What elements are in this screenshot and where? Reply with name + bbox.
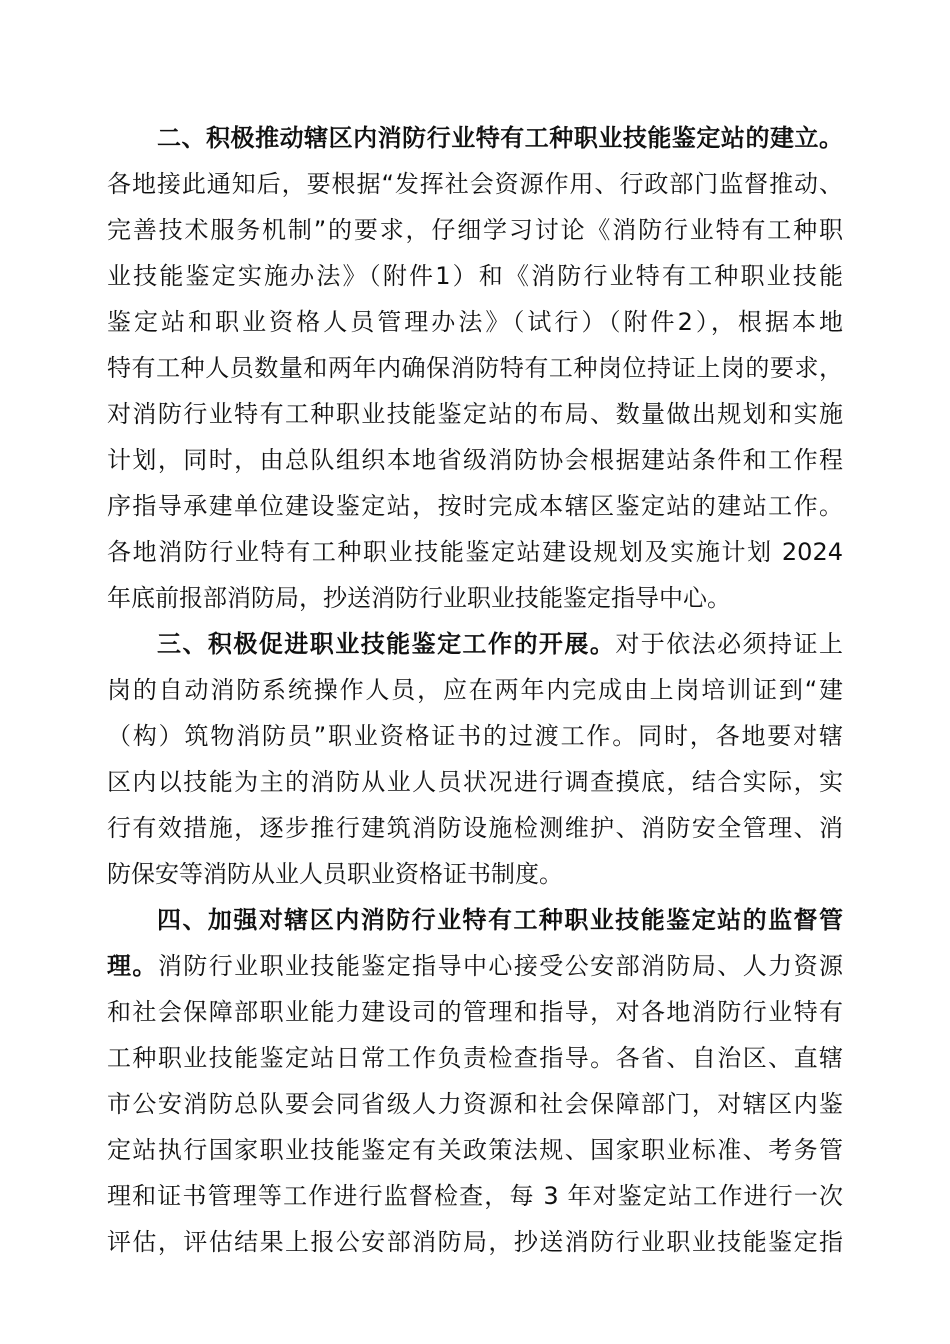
body-line: 各地消防行业特有工种职业技能鉴定站建设规划及实施计划 2024	[107, 538, 843, 566]
section-4-heading-tail: 理。	[107, 952, 158, 980]
body-line: 和社会保障部职业能力建设司的管理和指导，对各地消防行业特有	[107, 998, 843, 1026]
body-line: 业技能鉴定实施办法》（附件1）和《消防行业特有工种职业技能	[107, 262, 843, 290]
body-line: 年底前报部消防局，抄送消防行业职业技能鉴定指导中心。	[107, 584, 731, 612]
body-line: 岗的自动消防系统操作人员，应在两年内完成由上岗培训证到“建	[107, 676, 843, 704]
body-line: 评估，评估结果上报公安部消防局，抄送消防行业职业技能鉴定指	[107, 1228, 843, 1256]
body-line: 理和证书管理等工作进行监督检查，每 3 年对鉴定站工作进行一次	[107, 1182, 843, 1210]
body-line: 市公安消防总队要会同省级人力资源和社会保障部门，对辖区内鉴	[107, 1090, 843, 1118]
section-4-second-rest: 消防行业职业技能鉴定指导中心接受公安部消防局、人力资源	[157, 952, 844, 980]
body-line: 工种职业技能鉴定站日常工作负责检查指导。各省、自治区、直辖	[107, 1044, 843, 1072]
body-line: 防保安等消防从业人员职业资格证书制度。	[107, 860, 563, 888]
section-3-first-line	[157, 622, 843, 666]
body-line: 对消防行业特有工种职业技能鉴定站的布局、数量做出规划和实施	[107, 400, 843, 428]
section-4-second-line	[107, 944, 843, 988]
body-line: 定站执行国家职业技能鉴定有关政策法规、国家职业标准、考务管	[107, 1136, 843, 1164]
body-line: 计划，同时，由总队组织本地省级消防协会根据建站条件和工作程	[107, 446, 843, 474]
body-line: 鉴定站和职业资格人员管理办法》（试行）（附件2），根据本地	[107, 308, 843, 336]
body-line: （构）筑物消防员”职业资格证书的过渡工作。同时，各地要对辖	[107, 722, 843, 750]
body-line: 行有效措施，逐步推行建筑消防设施检测维护、消防安全管理、消	[107, 814, 843, 842]
body-line: 特有工种人员数量和两年内确保消防特有工种岗位持证上岗的要求，	[107, 354, 843, 382]
body-line: 区内以技能为主的消防从业人员状况进行调查摸底，结合实际，实	[107, 768, 843, 796]
body-line: 各地接此通知后，要根据“发挥社会资源作用、行政部门监督推动、	[107, 170, 843, 198]
section-2-heading: 二、积极推动辖区内消防行业特有工种职业技能鉴定站的建立。	[157, 124, 843, 152]
body-line: 序指导承建单位建设鉴定站，按时完成本辖区鉴定站的建站工作。	[107, 492, 843, 520]
section-3-first-rest: 对于依法必须持证上	[615, 630, 844, 658]
body-line: 完善技术服务机制”的要求，仔细学习讨论《消防行业特有工种职	[107, 216, 843, 244]
section-3-heading: 三、积极促进职业技能鉴定工作的开展。	[157, 630, 616, 658]
section-4-heading: 四、加强对辖区内消防行业特有工种职业技能鉴定站的监督管	[157, 906, 843, 934]
